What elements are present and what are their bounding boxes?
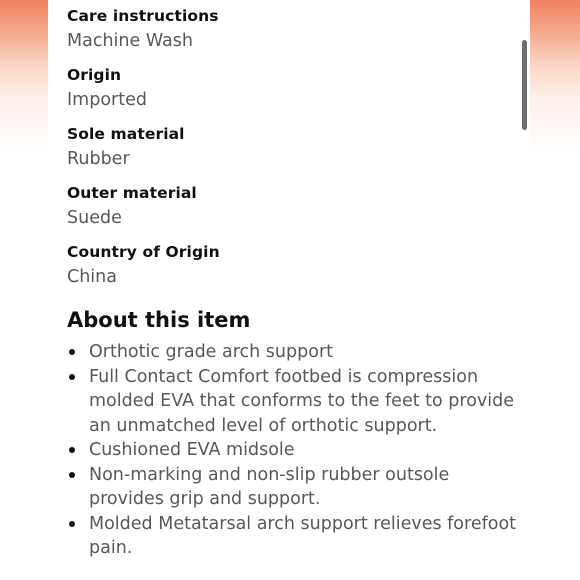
bullet-text: Cushioned EVA midsole [89, 440, 295, 460]
attribute-label: Country of Origin [67, 243, 220, 261]
bullet-icon [69, 374, 75, 380]
attribute-value: China [67, 267, 117, 287]
bullet-icon [69, 447, 75, 453]
product-details-panel [48, 0, 530, 580]
about-bullet-list [67, 340, 522, 561]
attribute-outer-material [67, 183, 197, 229]
attribute-country-of-origin [67, 242, 220, 288]
attribute-label: Sole material [67, 125, 185, 143]
bullet-icon [69, 521, 75, 527]
attribute-value: Imported [67, 90, 147, 110]
attribute-value: Machine Wash [67, 31, 193, 51]
bullet-text: Non-marking and non-slip rubber outsole provides grip and support. [89, 464, 450, 509]
attribute-origin [67, 65, 147, 111]
bullet-text: Molded Metatarsal arch support relieves forefoot pain. [89, 513, 517, 558]
list-item [67, 438, 522, 463]
about-section-title: About this item [67, 308, 251, 332]
attribute-sole-material [67, 124, 185, 170]
attribute-label: Care instructions [67, 7, 219, 25]
bullet-icon [69, 472, 75, 478]
bullet-icon [69, 349, 75, 355]
vertical-scrollbar[interactable] [522, 40, 527, 130]
list-item [67, 512, 522, 561]
list-item [67, 463, 522, 512]
bullet-text: Full Contact Comfort footbed is compression molded EVA that conforms to the feet to provide an unmatched level of orthotic support. [89, 366, 514, 436]
list-item [67, 340, 522, 365]
attribute-value: Rubber [67, 149, 130, 169]
list-item [67, 365, 522, 439]
attribute-label: Outer material [67, 184, 197, 202]
attribute-label: Origin [67, 66, 122, 84]
bullet-text: Orthotic grade arch support [89, 342, 334, 362]
attribute-care-instructions [67, 6, 219, 52]
attribute-value: Suede [67, 208, 122, 228]
